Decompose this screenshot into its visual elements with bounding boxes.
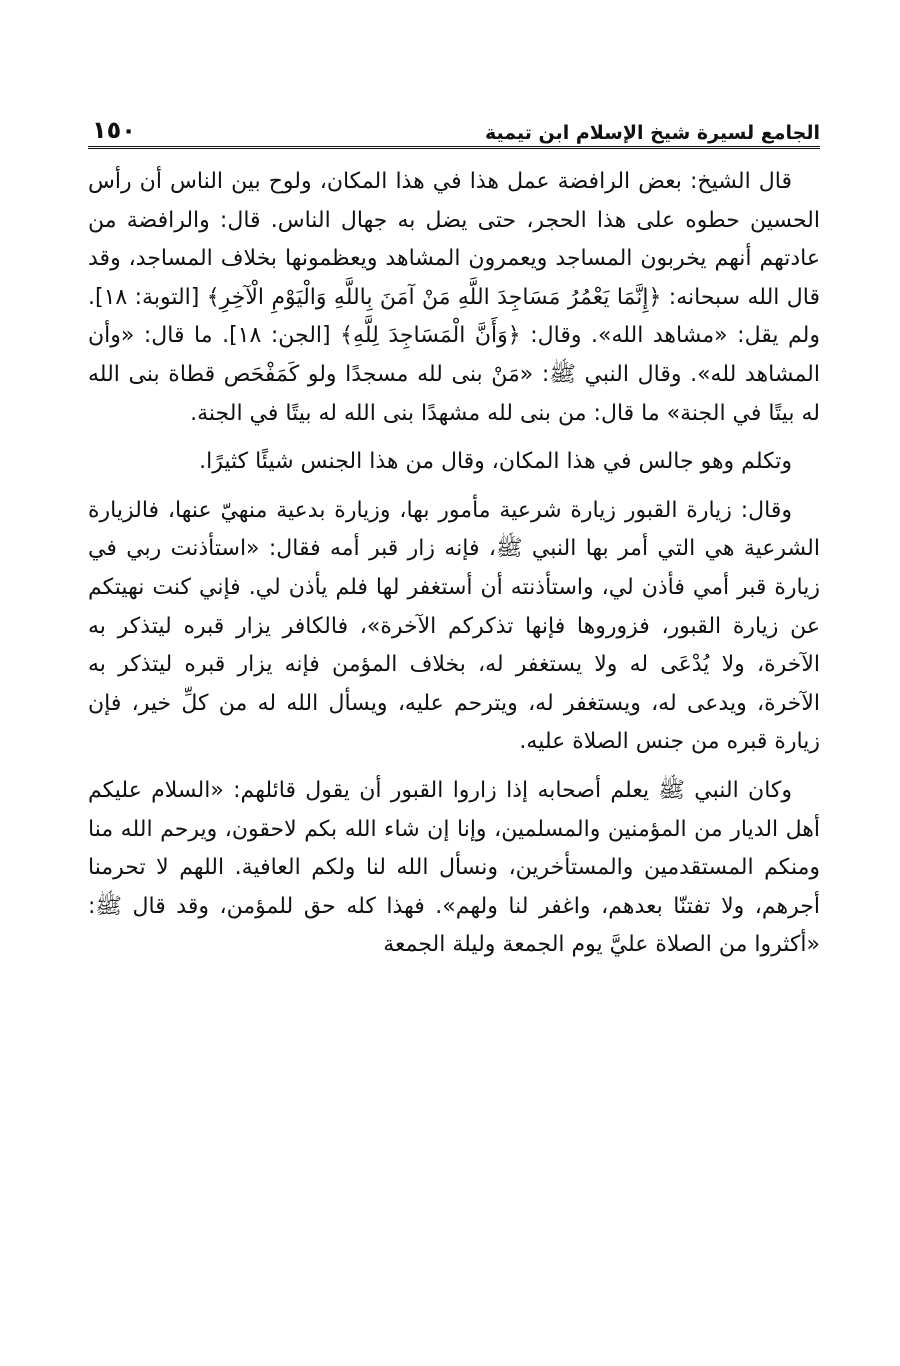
- paragraph-salutation: وكان النبي ﷺ يعلم أصحابه إذا زاروا القبور أن يقول قائلهم: «السلام عليكم أهل الديار من المؤمنين والمسلمين، وإنا إن شاء الله بكم لاحقون، ويرحم الله منا ومنكم المستقدمين والمستأخرين، ونسأل الله لنا ولكم العافية. اللهم لا تحرمنا أجرهم، ولا تفتنّا بعدهم، واغفر لنا ولهم». فهذا كله حق للمؤمن، وقد قال ﷺ: «أكثروا من الصلاة عليَّ يوم الجمعة وليلة الجمعة: [88, 777, 820, 958]
- book-page: [88, 108, 820, 971]
- paragraph-rafida-mosques: قال الشيخ: بعض الرافضة عمل هذا في هذا المكان، ولوح بين الناس أن رأس الحسين حطوه على هذا الحجر، حتى يضل به جهال الناس. قال: والرافضة من عادتهم أنهم يخربون المساجد ويعمرون المشاهد ويعظمونها بخلاف المساجد، وقد قال الله سبحانه: ﴿إِنَّمَا يَعْمُرُ مَسَاجِدَ اللَّهِ مَنْ آمَنَ بِاللَّهِ وَالْيَوْمِ الْآخِرِ﴾ [التوبة: ١٨]. ولم يقل: «مشاهد الله». وقال: ﴿وَأَنَّ الْمَسَاجِدَ لِلَّهِ﴾ [الجن: ١٨]. ما قال: «وأن المشاهد لله». وقال النبي ﷺ: «مَنْ بنى لله مسجدًا ولو كَمَفْحَص قطاة بنى الله له بيتًا في الجنة» ما قال: من بنى لله مشهدًا بنى الله له بيتًا في الجنة.: [88, 169, 820, 426]
- paragraph-grave-visiting: وقال: زيارة القبور زيارة شرعية مأمور بها، وزيارة بدعية منهيّ عنها، فالزيارة الشرعية هي التي أمر بها النبي ﷺ، فإنه زار قبر أمه فقال: «استأذنت ربي في زيارة قبر أمي فأذن لي، واستأذنته أن أستغفر لها فلم يأذن لي. فإني كنت نهيتكم عن زيارة القبور، فزوروها فإنها تذكركم الآخرة»، فالكافر يزار قبره ليتذكر به الآخرة، ولا يُدْعَى له ولا يستغفر له، بخلاف المؤمن فإنه يزار قبره ليتذكر به الآخرة، ويدعى له، ويستغفر له، ويترحم عليه، ويسأل الله له من كلِّ خير، فإن زيارة قبره من جنس الصلاة عليه.: [88, 497, 820, 755]
- running-title: الجامع لسيرة شيخ الإسلام ابن تيمية: [484, 122, 820, 144]
- paragraph-sitting-speech: وتكلم وهو جالس في هذا المكان، وقال من هذا الجنس شيئًا كثيرًا.: [199, 449, 792, 475]
- page-header: [88, 108, 820, 149]
- page-number: ١٥٠: [92, 116, 136, 144]
- page-body: [88, 163, 820, 965]
